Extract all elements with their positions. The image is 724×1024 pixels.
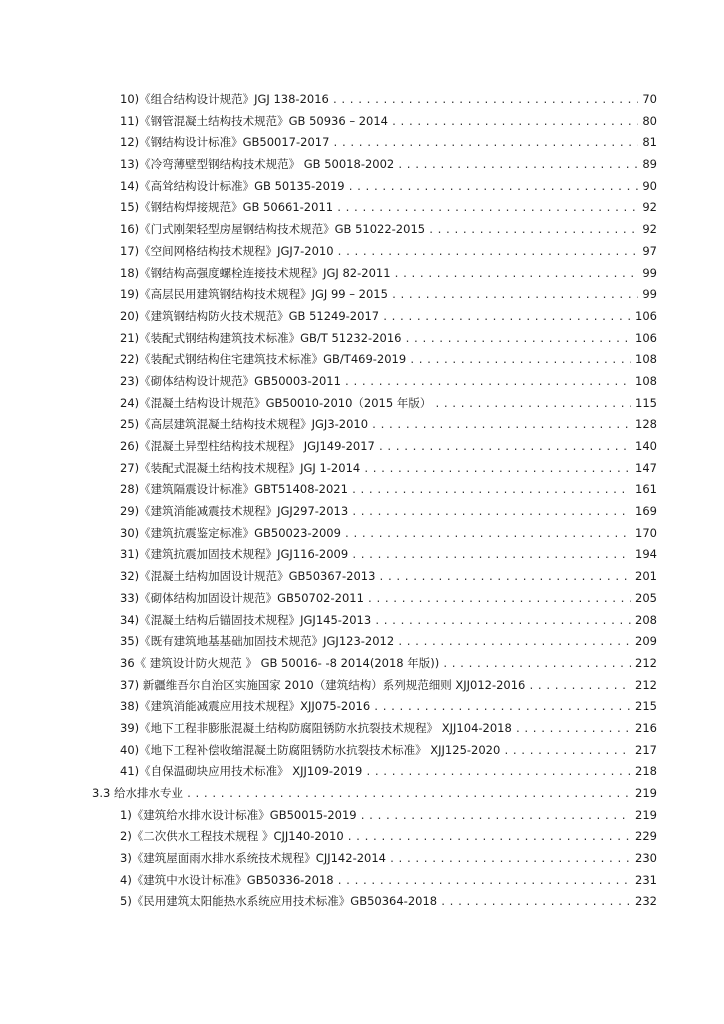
toc-entry[interactable] [0,176,724,198]
toc-entry-title: 16)《门式刚架轻型房屋钢结构技术规范》GB 51022-2015 [120,222,426,237]
toc-dot-leader [391,285,638,307]
toc-page-number: 219 [635,807,657,822]
toc-entry-title: 35)《既有建筑地基基础加固技术规范》JGJ123-2012 [120,634,395,649]
toc-entry-title: 22)《装配式钢结构住宅建筑技术标准》GB/T469-2019 [120,352,407,367]
toc-entry-title: 15)《钢结构焊接规范》GB 50661-2011 [120,200,334,215]
toc-page-number: 80 [642,113,657,128]
toc-entry[interactable] [0,132,724,154]
toc-entry-title: 3)《建筑屋面雨水排水系统技术规程》CJJ142-2014 [120,851,386,866]
toc-entry[interactable] [0,111,724,133]
toc-dot-leader [409,350,631,372]
toc-entry[interactable] [0,805,724,827]
toc-page-number: 81 [642,135,657,150]
toc-page-number: 108 [635,352,657,367]
toc-dot-leader [351,502,631,524]
toc-page-number: 215 [635,699,657,714]
toc-dot-leader [374,611,631,633]
toc-entry[interactable] [0,870,724,892]
toc-dot-leader [428,220,638,242]
toc-entry[interactable] [0,544,724,566]
toc-page-number: 92 [642,200,657,215]
toc-page-number: 106 [635,330,657,345]
toc-entry[interactable] [0,891,724,913]
toc-page-number: 89 [642,157,657,172]
toc-entry[interactable] [0,675,724,697]
toc-page-number: 209 [635,634,657,649]
toc-entry-title: 14)《高耸结构设计标准》GB 50135-2019 [120,178,345,193]
toc-dot-leader [351,480,631,502]
toc-page-number: 217 [635,742,657,757]
toc-page-number: 219 [635,786,657,800]
toc-dot-leader [336,198,638,220]
toc-entry[interactable] [0,631,724,653]
toc-entry-title: 41)《自保温砌块应用技术标准》 XJJ109-2019 [120,764,363,779]
toc-entry-title: 34)《混凝土结构后锚固技术规程》JGJ145-2013 [120,612,372,627]
toc-entry[interactable] [0,89,724,111]
toc-page-number: 208 [635,612,657,627]
toc-dot-leader [503,741,631,763]
toc-page-number: 218 [635,764,657,779]
toc-entry[interactable] [0,761,724,783]
toc-dot-leader [378,437,631,459]
toc-page-number: 201 [635,569,657,584]
toc-page-number: 205 [635,590,657,605]
toc-dot-leader [404,329,631,351]
toc-page-number: 232 [635,894,657,909]
toc-page-number: 108 [635,373,657,388]
toc-entry[interactable] [0,393,724,415]
toc-dot-leader [337,242,639,264]
toc-dot-leader [367,589,631,611]
toc-entry-title: 17)《空间网格结构技术规程》JGJ7-2010 [120,243,334,258]
toc-entry-title: 40)《地下工程补偿收缩混凝土防腐阻锈防水抗裂技术标准》 XJJ125-2020 [120,742,501,757]
toc-entry-title: 39)《地下工程非膨胀混凝土结构防腐阻锈防水抗裂技术规程》 XJJ104-2018 [120,720,512,735]
toc-entry-title: 36《 建筑设计防火规范 》 GB 50016- -8 2014(2018 年版)) [120,655,440,670]
toc-entry[interactable] [0,328,724,350]
toc-dot-leader [391,112,638,134]
toc-entry[interactable] [0,414,724,436]
toc-entry-title: 10)《组合结构设计规范》JGJ 138-2016 [120,92,329,106]
toc-entry[interactable] [0,653,724,675]
toc-entry[interactable] [0,219,724,241]
toc-entry-title: 25)《高层建筑混凝土结构技术规程》JGJ3-2010 [120,417,369,432]
toc-entry[interactable] [0,588,724,610]
toc-page-number: 99 [642,265,657,280]
toc-page-number: 128 [635,417,657,432]
toc-entry[interactable] [0,501,724,523]
toc-page-number: 140 [635,439,657,453]
toc-page-number: 147 [635,460,657,475]
toc-entry-title: 5)《民用建筑太阳能热水系统应用技术标准》GB50364-2018 [120,894,438,909]
toc-entry[interactable] [0,458,724,480]
toc-entry-title: 27)《装配式混凝土结构技术规程》JGJ 1-2014 [120,460,361,475]
toc-entry[interactable] [0,523,724,545]
toc-dot-leader [373,697,631,719]
toc-entry-title: 11)《钢管混凝土结构技术规范》GB 50936 – 2014 [120,113,388,128]
toc-dot-leader [394,264,639,286]
toc-entry-title: 2)《二次供水工程技术规程 》CJJ140-2010 [120,829,344,844]
toc-page-number: 216 [635,720,657,735]
toc-entry-title: 1)《建筑给水排水设计标准》GB50015-2019 [120,807,357,822]
toc-entry-title: 31)《建筑抗震加固技术规程》JGJ116-2009 [120,547,349,562]
toc-dot-leader [442,654,631,676]
toc-page-number: 90 [642,178,657,193]
toc-page-number: 212 [635,655,657,670]
toc-entry[interactable] [0,241,724,263]
toc-entry[interactable] [0,306,724,328]
toc-dot-leader [347,827,631,849]
toc-entry-title: 28)《建筑隔震设计标准》GBT51408-2021 [120,482,348,497]
table-of-contents [0,89,724,913]
toc-dot-leader [378,567,631,589]
toc-dot-leader [348,177,639,199]
toc-page-number: 229 [635,829,657,844]
toc-dot-leader [440,892,631,914]
toc-page-number: 212 [635,677,657,692]
toc-entry-title: 33)《砌体结构加固设计规范》GB50702-2011 [120,590,364,605]
toc-page-number: 231 [635,872,657,887]
toc-entry[interactable] [0,349,724,371]
toc-entry[interactable] [0,263,724,285]
toc-entry-title: 20)《建筑钢结构防火技术规范》GB 51249-2017 [120,308,380,323]
toc-dot-leader [360,806,631,828]
toc-dot-leader [365,762,631,784]
toc-dot-leader [344,524,631,546]
toc-entry[interactable] [0,826,724,848]
toc-dot-leader [434,394,631,416]
toc-page-number: 99 [642,287,657,302]
toc-entry-title: 30)《建筑抗震鉴定标准》GB50023-2009 [120,525,341,540]
toc-page-number: 115 [635,395,657,410]
toc-entry[interactable] [0,718,724,740]
toc-dot-leader [332,90,639,112]
toc-section-title: 3.3 给水排水专业 [92,786,183,800]
toc-dot-leader [351,545,631,567]
toc-dot-leader [363,459,631,481]
toc-entry-title: 18)《钢结构高强度螺栓连接技术规程》JGJ 82-2011 [120,265,391,280]
toc-entry[interactable] [0,436,724,458]
toc-dot-leader [397,632,631,654]
toc-dot-leader [397,155,638,177]
toc-section-heading[interactable] [0,783,724,805]
toc-page-number: 230 [635,851,657,866]
toc-entry[interactable] [0,197,724,219]
toc-entry[interactable] [0,154,724,176]
toc-entry[interactable] [0,371,724,393]
toc-entry-title: 23)《砌体结构设计规范》GB50003-2011 [120,373,341,388]
toc-dot-leader [389,849,631,871]
toc-entry-title: 32)《混凝土结构加固设计规范》GB50367-2013 [120,569,376,584]
toc-entry[interactable] [0,284,724,306]
toc-page-number: 92 [642,222,657,237]
toc-dot-leader [382,307,631,329]
toc-dot-leader [528,676,631,698]
toc-entry[interactable] [0,696,724,718]
toc-entry[interactable] [0,848,724,870]
toc-entry-title: 19)《高层民用建筑钢结构技术规程》JGJ 99 – 2015 [120,287,388,302]
toc-page-number: 194 [635,547,657,562]
toc-page-number: 161 [635,482,657,497]
toc-page-number: 106 [635,308,657,323]
toc-entry-title: 12)《钢结构设计标准》GB50017-2017 [120,135,330,150]
toc-page-number: 70 [642,92,657,106]
toc-entry[interactable] [0,740,724,762]
toc-entry-title: 21)《装配式钢结构建筑技术标准》GB/T 51232-2016 [120,330,402,345]
toc-entry-title: 26)《混凝土异型柱结构技术规程》 JGJ149-2017 [120,439,375,453]
toc-entry[interactable] [0,610,724,632]
toc-entry[interactable] [0,479,724,501]
toc-entry-title: 4)《建筑中水设计标准》GB50336-2018 [120,872,334,887]
toc-entry-title: 13)《冷弯薄壁型钢结构技术规范》 GB 50018-2002 [120,157,395,172]
toc-entry-title: 29)《建筑消能减震技术规程》JGJ297-2013 [120,504,349,519]
toc-page-number: 97 [642,243,657,258]
toc-dot-leader [344,372,631,394]
toc-page-number: 170 [635,525,657,540]
toc-entry[interactable] [0,566,724,588]
toc-page-number: 169 [635,504,657,519]
toc-entry-title: 38)《建筑消能减震应用技术规程》XJJ075-2016 [120,699,371,714]
toc-entry-title: 24)《混凝土结构设计规范》GB50010-2010（2015 年版） [120,395,432,410]
toc-dot-leader [332,133,638,155]
toc-dot-leader [515,719,631,741]
toc-dot-leader [371,415,631,437]
toc-dot-leader [186,784,631,806]
toc-entry-title: 37) 新疆维吾尔自治区实施国家 2010（建筑结构）系列规范细则 XJJ012-2016 [120,677,526,692]
toc-dot-leader [337,871,631,893]
